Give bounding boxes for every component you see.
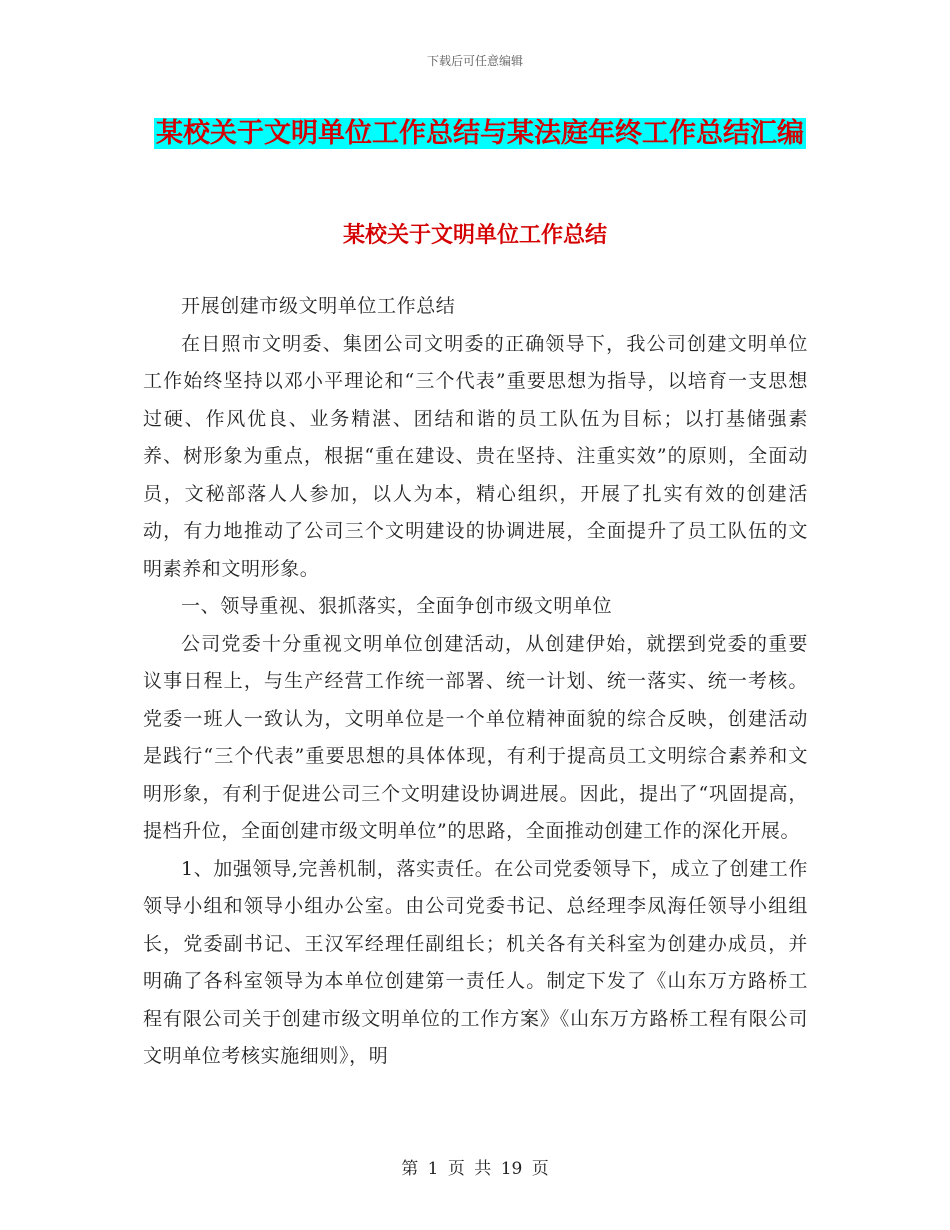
paragraph-intro: 在日照市文明委、集团公司文明委的正确领导下，我公司创建文明单位工作始终坚持以邓小平理论和“三个代表”重要思想为指导，以培育一支思想过硬、作风优良、业务精湛、团结和谐的员工队伍为目标；以打基储强素养、树形象为重点，根据“重在建设、贵在坚持、注重实效”的原则，全面动员，文秘部落人人参加，以人为本，精心组织，开展了扎实有效的创建活动，有力地推动了公司三个文明建设的协调进展，全面提升了员工队伍的文明素养和文明形象。 bbox=[143, 332, 808, 580]
page-number: 第 1 页 共 19 页 bbox=[401, 1159, 549, 1179]
section-title: 某校关于文明单位工作总结 bbox=[342, 223, 607, 248]
paragraph-body-1: 公司党委十分重视文明单位创建活动，从创建伊始，就摆到党委的重要议事日程上，与生产经营工作统一部署、统一计划、统一落实、统一考核。党委一班人一致认为，文明单位是一个单位精神面貌的综合反映，创建活动是践行“三个代表”重要思想的具体体现，有利于提高员工文明综合素养和文明形象，有利于促进公司三个文明建设协调进展。因此，提出了“巩固提高，提档升位，全面创建市级文明单位”的思路，全面推动创建工作的深化开展。 bbox=[143, 632, 808, 842]
paragraph-subtitle: 开展创建市级文明单位工作总结 bbox=[181, 295, 456, 317]
paragraph-item-1: 1、加强领导,完善机制，落实责任。在公司党委领导下，成立了创建工作领导小组和领导小组办公室。由公司党委书记、总经理李凤海任领导小组组长，党委副书记、王汉军经理任副组长；机关各有关科室为创建办成员，并明确了各科室领导为本单位创建第一责任人。制定下发了《山东万方路桥工程有限公司关于创建市级文明单位的工作方案》《山东万方路桥工程有限公司文明单位考核实施细则》，明 bbox=[143, 857, 808, 1067]
paragraph-heading-1: 一、领导重视、狠抓落实，全面争创市级文明单位 bbox=[181, 595, 613, 617]
highlighted-title-text: 某校关于文明单位工作总结与某法庭年终工作总结汇编 bbox=[156, 118, 804, 149]
document-main-title bbox=[150, 108, 810, 160]
page-header-note: 下载后可任意编辑 bbox=[426, 54, 523, 68]
document-body bbox=[143, 288, 808, 1076]
